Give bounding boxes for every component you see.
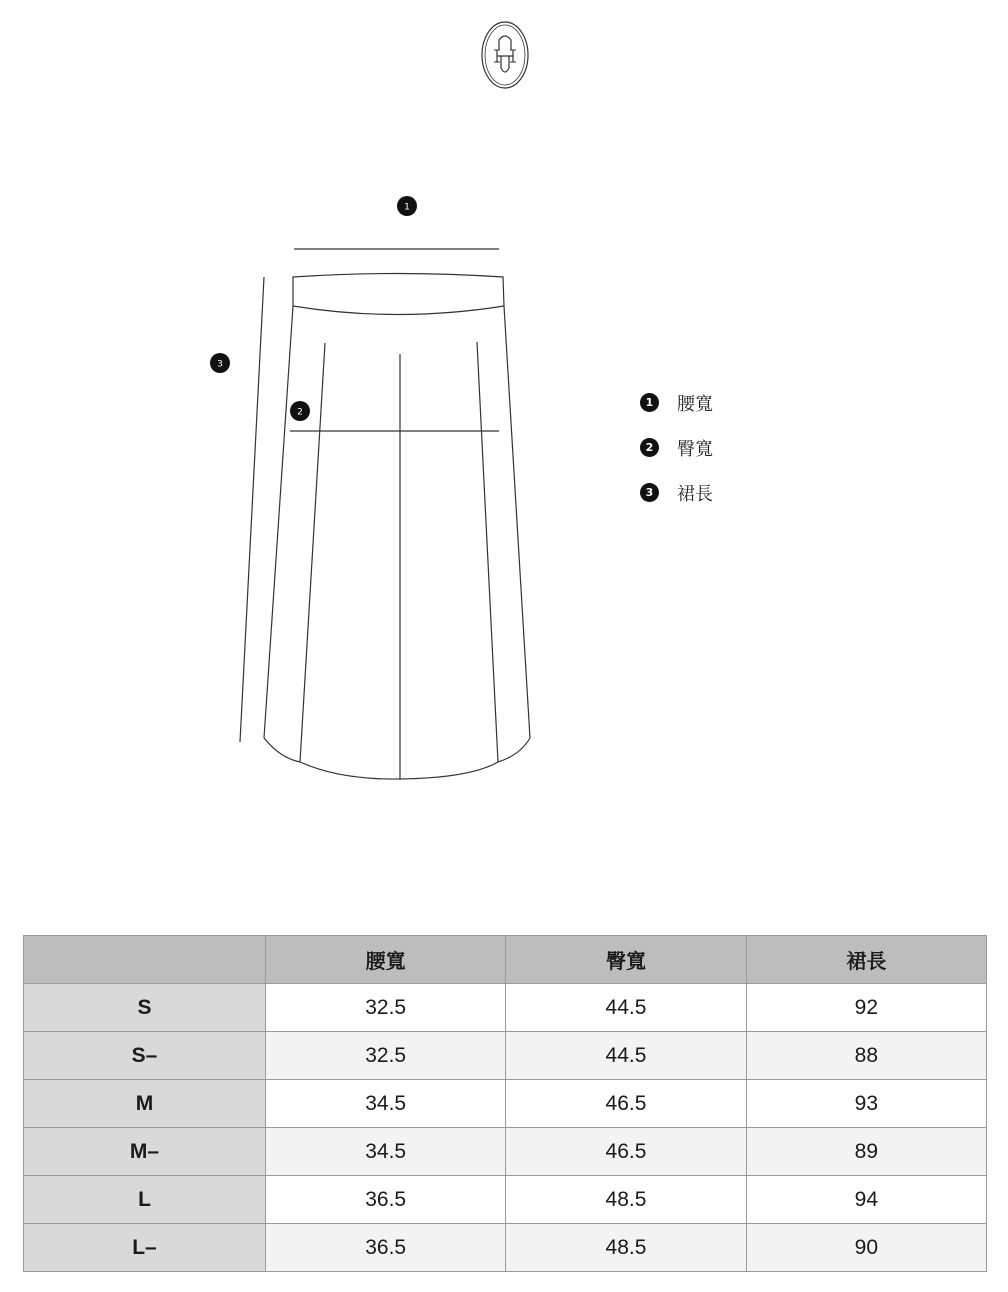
table-row: [24, 1032, 987, 1080]
cell-hip: 46.5: [506, 1128, 746, 1176]
skirt-hem: [264, 738, 530, 779]
table-row: [24, 1080, 987, 1128]
row-size: M–: [24, 1128, 266, 1176]
header-hip: 臀寬: [506, 936, 746, 984]
panel-line-right: [477, 342, 498, 762]
measurement-legend: [640, 380, 713, 515]
marker-1-label: 1: [404, 202, 410, 213]
marker-3-label: 3: [217, 359, 223, 370]
cell-length: 88: [746, 1032, 986, 1080]
cell-waist: 36.5: [266, 1176, 506, 1224]
legend-item-waist: [640, 380, 713, 425]
marker-2-label: 2: [297, 407, 303, 418]
cell-hip: 46.5: [506, 1080, 746, 1128]
legend-number: 1: [640, 393, 659, 412]
legend-label: 裙長: [677, 483, 713, 505]
length-measure-line: [240, 277, 264, 742]
table-row: [24, 1224, 987, 1272]
table-header-row: [24, 936, 987, 984]
legend-number: 2: [640, 438, 659, 457]
table-row: [24, 1128, 987, 1176]
header-size: [24, 936, 266, 984]
skirt-outline-left: [264, 306, 293, 738]
header-length: 裙長: [746, 936, 986, 984]
marker-3: [210, 353, 230, 373]
waistband: [293, 274, 504, 315]
legend-item-hip: [640, 425, 713, 470]
row-size: S–: [24, 1032, 266, 1080]
skirt-outline-right: [504, 306, 530, 738]
marker-2: [290, 401, 310, 421]
row-size: L–: [24, 1224, 266, 1272]
marker-1: [397, 196, 417, 216]
cell-waist: 32.5: [266, 984, 506, 1032]
header-waist: 腰寬: [266, 936, 506, 984]
cell-hip: 44.5: [506, 1032, 746, 1080]
cell-hip: 48.5: [506, 1224, 746, 1272]
size-chart-table: [23, 935, 987, 1272]
cell-length: 92: [746, 984, 986, 1032]
cell-waist: 32.5: [266, 1032, 506, 1080]
cell-waist: 36.5: [266, 1224, 506, 1272]
legend-number: 3: [640, 483, 659, 502]
row-size: M: [24, 1080, 266, 1128]
cell-length: 89: [746, 1128, 986, 1176]
table-row: [24, 984, 987, 1032]
cell-length: 93: [746, 1080, 986, 1128]
cell-hip: 48.5: [506, 1176, 746, 1224]
cell-hip: 44.5: [506, 984, 746, 1032]
cell-length: 94: [746, 1176, 986, 1224]
legend-label: 臀寬: [677, 438, 713, 460]
legend-label: 腰寬: [677, 393, 713, 415]
row-size: L: [24, 1176, 266, 1224]
cell-waist: 34.5: [266, 1080, 506, 1128]
row-size: S: [24, 984, 266, 1032]
table-row: [24, 1176, 987, 1224]
cell-waist: 34.5: [266, 1128, 506, 1176]
cell-length: 90: [746, 1224, 986, 1272]
legend-item-length: [640, 470, 713, 515]
